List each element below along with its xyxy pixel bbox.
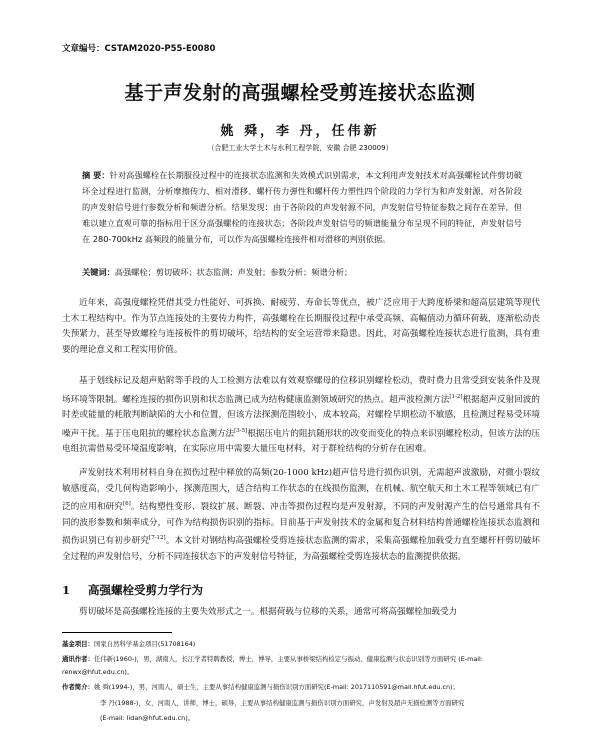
section-number: 1 <box>62 583 71 597</box>
footnote-author-bio-2: 李 丹(1988-)，女，河南人，讲师，博士，硕导，主要从事结构健康监测与损伤识别方面研究，声发射及超声无损检测等方面研究 <box>100 699 465 707</box>
section-heading <box>62 582 203 598</box>
citation: [3-5] <box>234 427 248 434</box>
paragraph-ae-a: 声发射技术利用材料自身在损伤过程中释放的高频(20-1000 kHz)超声信号进行损伤识别，无需超声波激励，对微小裂纹敏感度高，受几何构造影响小，探测范围大，适合结构工作状态的在线损伤监测，在机械、航空航天和土木工程等领域已有广泛的应用和研究 <box>62 468 540 513</box>
paragraph-acoustic-emission <box>62 466 540 565</box>
citation: [7-12] <box>149 535 166 542</box>
paper-title: 基于声发射的高强螺栓受剪连接状态监测 <box>124 82 476 104</box>
abstract-label: 摘 要： <box>82 170 110 180</box>
corresponding-email: (E-mail: renwx@hfut.edu.cn)。 <box>62 655 483 676</box>
section-title: 高强螺栓受剪力学行为 <box>88 583 203 597</box>
article-number: 文章编号：CSTAM2020-P55-E0080 <box>62 44 216 54</box>
citation: [1-2] <box>449 393 463 400</box>
abstract-text: 针对高强螺栓在长期服役过程中的连接状态监测和失效模式识别需求，本文利用声发射技术对高强螺栓试件剪切破坏全过程进行监测，分析摩擦传力、相对滑移、螺杆传力弹性和螺杆传力塑性四个阶段的力学行为和声发射源，对各阶段的声发射信号进行参数分析和频谱分析。结果发现：由于各阶段的声发射源不同，声发射信号特征参数之间存在差异，但难以建立直观可靠的指标用于区分高强螺栓的连接状态；各阶段声发射信号的频谱能量分布呈现不同的特征，声发射信号在 280-700kHz 高频段的能量分布，可以作为高强螺栓连接件相对滑移的判别依据。 <box>82 170 522 244</box>
author-list: 姚 舜，李 丹，任伟新 <box>220 124 380 139</box>
paragraph-ae-b: 。结构塑性变形、裂纹扩展、断裂、冲击等损伤过程均是声发射源，不同的声发射源产生的信号通常具有不同的波形参数和频率成分，可作为结构损伤识别的指标。目前基于声发射技术的金属和复合材料结构普通螺栓连接状态监测和损伤识别已有初步研究 <box>62 502 540 547</box>
footnote-corresponding-author <box>62 653 540 678</box>
corresponding-label: 通讯作者： <box>62 655 94 663</box>
affiliation: （合肥工业大学土木与水利工程学院，安徽 合肥 230009） <box>207 144 393 152</box>
keywords <box>82 265 522 279</box>
keywords-text: 高强螺栓；剪切破坏；状态监测；声发射；参数分析；频谱分析； <box>114 267 353 277</box>
abstract <box>82 167 522 247</box>
paragraph-ae-c: 。本文针对钢结构高强螺栓受剪连接状态监测的需求，采集高强螺栓加载受力直至螺杆杆剪切破坏全过程的声发射信号，分析不同连接状态下的声发射信号特征，为高强螺栓受剪连接状态的监测提供依据。 <box>62 536 540 562</box>
funding-label: 基金项目： <box>62 640 94 648</box>
corresponding-text: 任伟新(1960-)，男，湖南人，长江学者特聘教授，博士，博导，主要从事桥梁结构检定与振动、健康监测与状态识别等方面研究 <box>93 655 457 663</box>
keywords-label: 关键词： <box>82 267 115 277</box>
footnote-author-bio <box>62 681 540 694</box>
paragraph-methods-a: 基于划线标记及超声贴附等手段的人工检测方法难以有效观察螺母的位移识别螺栓松动，费时费力且常受到安装条件及现场环境等限制。螺栓连接的损伤识别和状态监测已成为结构健康监测领域研究的热点。超声波检测方法 <box>62 376 540 405</box>
footnote-divider <box>62 632 172 633</box>
footnote-funding <box>62 638 540 651</box>
paragraph-methods <box>62 374 540 458</box>
citation: [6] <box>122 501 131 508</box>
paragraph-section-1: 剪切破坏是高强螺栓连接的主要失效形式之一。根据荷载与位移的关系，通常可将高强螺栓加载受力 <box>79 607 458 617</box>
funding-text: 国家自然科学基金项目(51708164) <box>93 640 196 648</box>
footnote-author-email-2: (E-mail: lidan@hfut.edu.cn)。 <box>100 714 195 722</box>
paragraph-methods-b: 根据超声反射回波的时差或能量的耗散判断缺陷的大小和位置，但该方法探测范围较小，成本较高，对螺栓早期松动不敏感，且检测过程易受环境噪声干扰。基于压电阻抗的螺栓状态监测方法 <box>62 394 540 439</box>
bio-text-1: 姚 舜(1994-)，男，河南人，硕士生，主要从事结构健康监测与损伤识别方面研究(E-mail: 2017110591@mail.hfut.edu.cn)； <box>93 683 459 691</box>
paragraph-methods-c: 根据压电片的阻抗随形状的改变而变化的特点来识别螺栓松动，但该方法的压电组抗需借易受环境温度影响，在实际应用中需要大量压电材料，对于群栓结构的分析存在困难。 <box>62 428 540 455</box>
paragraph-intro: 近年来，高强度螺栓凭借其受力性能好、可拆换、耐疲劳、寿命长等优点，被广泛应用于大跨度桥梁和超高层建筑等现代土木工程结构中。作为节点连接处的主要传力构件，高强螺栓在长期服役过程中承受高频、高幅值动力循环荷载，逐渐松动丧失预紧力，甚至导致螺栓与连接板件的剪切破坏，给结构的安全运营带来隐患。因此，对高强螺栓连接状态进行监测，具有重要的理论意义和工程实用价值。 <box>62 298 540 355</box>
bio-label: 作者简介： <box>62 683 94 691</box>
